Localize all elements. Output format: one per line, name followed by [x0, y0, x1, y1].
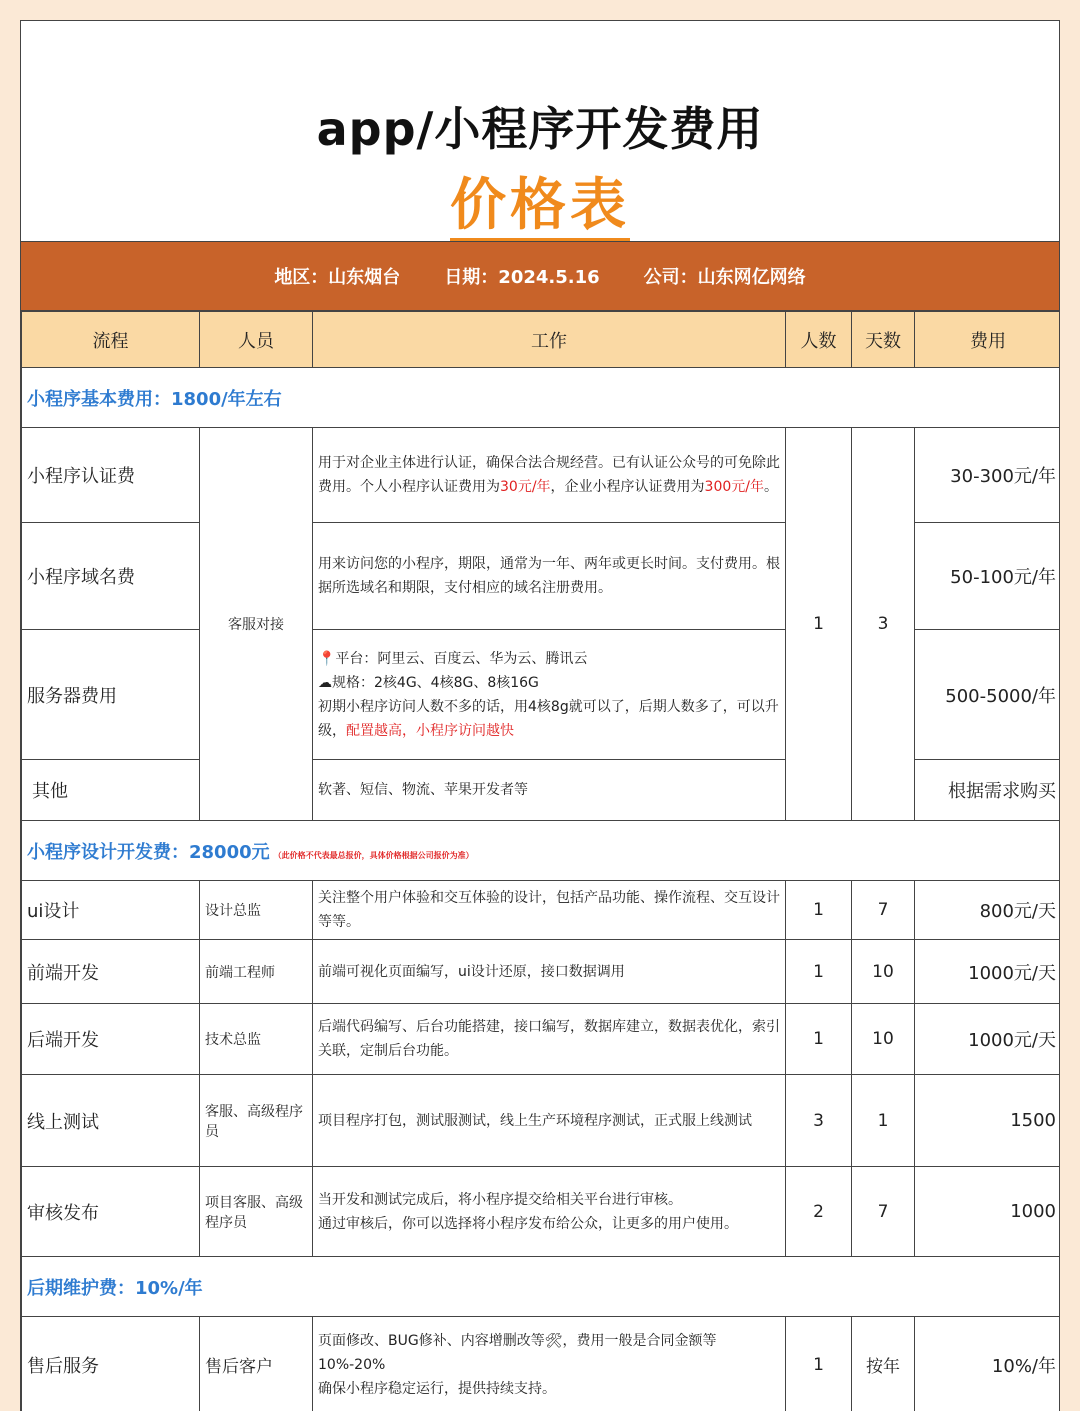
- row-days: 10: [852, 940, 915, 1004]
- row-staff: 前端工程师: [200, 940, 313, 1004]
- table-row: [22, 1075, 1061, 1167]
- row-count: 2: [786, 1167, 852, 1257]
- table-row: [22, 1004, 1061, 1075]
- row-staff: 技术总监: [200, 1004, 313, 1075]
- info-bar: [21, 241, 1059, 311]
- row-fee: 800元/天: [915, 881, 1061, 940]
- row-work: 用来访问您的小程序，期限，通常为一年、两年或更长时间。支付费用。根据所选域名和期限，支付相应的域名注册费用。: [313, 523, 786, 630]
- subtitle-text: 价格表: [450, 173, 630, 241]
- table-row: [22, 428, 1061, 523]
- section-title: 小程序基本费用：1800/年左右: [22, 368, 1061, 428]
- header-flow: 流程: [22, 312, 200, 368]
- row-days: 7: [852, 1167, 915, 1257]
- row-flow: 审核发布: [22, 1167, 200, 1257]
- work-line: 📍平台：阿里云、百度云、华为云、腾讯云: [318, 650, 588, 667]
- work-highlight: 配置越高，小程序访问越快: [346, 722, 514, 739]
- table-header-row: [22, 312, 1061, 368]
- header-days: 天数: [852, 312, 915, 368]
- row-days: 7: [852, 881, 915, 940]
- row-staff: 设计总监: [200, 881, 313, 940]
- row-fee: 10%/年: [915, 1317, 1061, 1411]
- row-count: 3: [786, 1075, 852, 1167]
- title-area: [21, 21, 1059, 241]
- row-work: 关注整个用户体验和交互体验的设计，包括产品功能、操作流程、交互设计等等。: [313, 881, 786, 940]
- work-highlight: 30元/年: [500, 479, 551, 495]
- row-count: 1: [786, 940, 852, 1004]
- section-title-text: 小程序设计开发费：28000元: [27, 841, 270, 863]
- row-work: 后端代码编写、后台功能搭建，接口编写，数据库建立，数据表优化，索引关联，定制后台功能。: [313, 1004, 786, 1075]
- table-row: [22, 881, 1061, 940]
- row-flow: 小程序域名费: [22, 523, 200, 630]
- row-days: 按年: [852, 1317, 915, 1411]
- row-days: 3: [852, 428, 915, 821]
- work-line: 通过审核后，你可以选择将小程序发布给公众，让更多的用户使用。: [318, 1215, 738, 1232]
- row-work: [313, 428, 786, 523]
- row-flow: 其他: [22, 760, 200, 821]
- table-row: [22, 1167, 1061, 1257]
- row-work: [313, 1167, 786, 1257]
- section-title: 后期维护费：10%/年: [22, 1257, 1061, 1317]
- row-fee: 1500: [915, 1075, 1061, 1167]
- table-row: [22, 940, 1061, 1004]
- work-line: 当开发和测试完成后，将小程序提交给相关平台进行审核。: [318, 1191, 682, 1208]
- section-title: [22, 821, 1061, 881]
- header-fee: 费用: [915, 312, 1061, 368]
- header-work: 工作: [313, 312, 786, 368]
- work-line: 确保小程序稳定运行，提供持续支持。: [318, 1380, 556, 1397]
- row-fee: 30-300元/年: [915, 428, 1061, 523]
- section-design-dev-fee: [22, 821, 1061, 881]
- page-title: app/小程序开发费用: [316, 102, 764, 156]
- row-fee: 50-100元/年: [915, 523, 1061, 630]
- row-count: 1: [786, 1317, 852, 1411]
- work-line: 页面修改、BUG修补、内容增删改等🛠，费用一般是合同金额等10%-20%: [318, 1332, 717, 1373]
- info-company: 公司：山东网亿网络: [643, 267, 806, 288]
- price-sheet: [20, 20, 1060, 1411]
- row-flow: 线上测试: [22, 1075, 200, 1167]
- section-note: （此价格不代表最总报价，具体价格根据公司报价为准）: [273, 850, 474, 860]
- row-work: [313, 1317, 786, 1411]
- work-line: ☁规格：2核4G、4核8G、8核16G: [318, 674, 539, 691]
- work-text: 用于对企业主体进行认证，确保合法合规经营。已有认证公众号的可免除此费用。个人小程序认证费用为: [318, 455, 780, 495]
- row-count: 1: [786, 1004, 852, 1075]
- row-fee: 1000元/天: [915, 1004, 1061, 1075]
- row-work: 项目程序打包，测试服测试，线上生产环境程序测试，正式服上线测试: [313, 1075, 786, 1167]
- row-count: 1: [786, 428, 852, 821]
- row-fee: 500-5000/年: [915, 630, 1061, 760]
- row-staff: 售后客户: [200, 1317, 313, 1411]
- row-staff: 项目客服、高级程序员: [200, 1167, 313, 1257]
- row-flow: 后端开发: [22, 1004, 200, 1075]
- row-flow: 前端开发: [22, 940, 200, 1004]
- price-table: [21, 311, 1060, 1411]
- row-staff: 客服对接: [200, 428, 313, 821]
- work-line: [318, 695, 780, 743]
- row-fee: 1000: [915, 1167, 1061, 1257]
- header-count: 人数: [786, 312, 852, 368]
- row-flow: 售后服务: [22, 1317, 200, 1411]
- work-text: 。: [763, 479, 778, 495]
- row-count: 1: [786, 881, 852, 940]
- row-flow: ui设计: [22, 881, 200, 940]
- info-region: 地区：山东烟台: [274, 267, 401, 288]
- work-text: 初期小程序访问人数不多的话，用4核8g就可以了，后期人数多了，可以升级，: [318, 698, 779, 739]
- section-basic-fee: [22, 368, 1061, 428]
- row-fee: 1000元/天: [915, 940, 1061, 1004]
- row-flow: 小程序认证费: [22, 428, 200, 523]
- row-days: 1: [852, 1075, 915, 1167]
- row-flow: 服务器费用: [22, 630, 200, 760]
- work-text: ，企业小程序认证费用为: [550, 479, 705, 495]
- info-date: 日期：2024.5.16: [444, 267, 600, 288]
- row-staff: 客服、高级程序员: [200, 1075, 313, 1167]
- row-fee: 根据需求购买: [915, 760, 1061, 821]
- row-work: [313, 630, 786, 760]
- row-work: 前端可视化页面编写，ui设计还原，接口数据调用: [313, 940, 786, 1004]
- row-days: 10: [852, 1004, 915, 1075]
- header-staff: 人员: [200, 312, 313, 368]
- section-maintenance-fee: [22, 1257, 1061, 1317]
- row-work: 软著、短信、物流、苹果开发者等: [313, 760, 786, 821]
- table-row: [22, 1317, 1061, 1411]
- page-subtitle: [21, 161, 1059, 241]
- work-highlight: 300元/年: [704, 479, 764, 495]
